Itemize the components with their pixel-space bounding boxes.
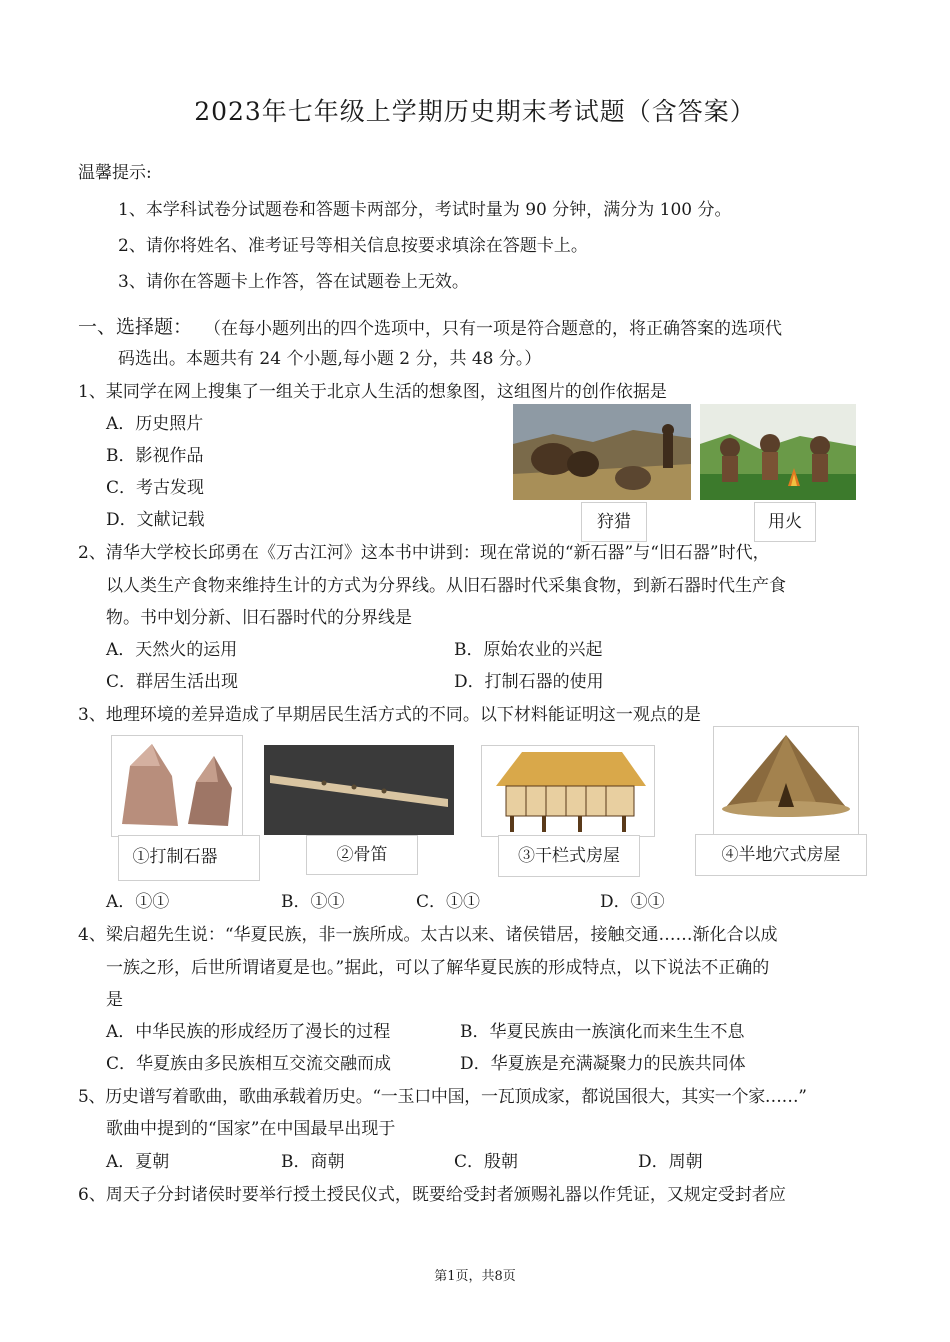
q5-option-c: C．殷朝 xyxy=(454,1152,519,1172)
fire-caption: 用火 xyxy=(768,512,802,532)
q2-option-a: A．天然火的运用 xyxy=(106,640,238,660)
q3-option-a: A．①① xyxy=(106,892,170,912)
question-3-stem: 3、地理环境的差异造成了早期居民生活方式的不同。以下材料能证明这一观点的是 xyxy=(78,705,701,725)
caption-box xyxy=(118,835,260,881)
page-title: 2023年七年级上学期历史期末考试题（含答案） xyxy=(194,97,756,126)
page-footer: 第1页，共8页 xyxy=(434,1269,516,1284)
section-instruction: 码选出。本题共有 24 个小题,每小题 2 分，共 48 分。） xyxy=(118,349,542,369)
q4-option-c: C．华夏族由多民族相互交流交融而成 xyxy=(106,1054,392,1074)
bone-flute-caption: ②骨笛 xyxy=(336,845,388,865)
q3-option-b: B．①① xyxy=(281,892,345,912)
pit-house-image xyxy=(713,726,859,836)
caption-box xyxy=(754,502,816,542)
caption-box xyxy=(498,835,640,877)
question-4-line: 4、梁启超先生说：“华夏民族，非一族所成。太古以来、诸侯错居，接触交通……渐化合以成 xyxy=(78,925,778,945)
question-5-line: 5、历史谱写着歌曲，歌曲承载着历史。“一玉口中国，一瓦顶成家，都说国很大，其实一个家……” xyxy=(78,1087,807,1107)
question-2-line: 以人类生产食物来维持生计的方式为分界线。从旧石器时代采集食物，到新石器时代生产食 xyxy=(106,576,786,596)
q4-option-d: D．华夏族是充满凝聚力的民族共同体 xyxy=(460,1054,746,1074)
caption-box xyxy=(581,502,647,542)
q2-option-c: C．群居生活出现 xyxy=(106,672,239,692)
q2-option-b: B．原始农业的兴起 xyxy=(454,640,603,660)
stone-tools-image xyxy=(111,735,243,837)
section-heading: 一、选择题： xyxy=(78,316,193,338)
hunting-illustration xyxy=(513,404,691,500)
bone-flute-image xyxy=(264,745,454,835)
q5-option-d: D．周朝 xyxy=(638,1152,703,1172)
stilt-house-image xyxy=(481,745,655,837)
q4-option-a: A．中华民族的形成经历了漫长的过程 xyxy=(106,1022,391,1042)
question-5-line: 歌曲中提到的“国家”在中国最早出现于 xyxy=(106,1119,396,1139)
stone-tools-caption: ①打制石器 xyxy=(132,847,218,867)
question-2-line: 物。书中划分新、旧石器时代的分界线是 xyxy=(106,608,412,628)
tip-item: 2、请你将姓名、准考证号等相关信息按要求填涂在答题卡上。 xyxy=(118,236,588,256)
question-2-line: 2、清华大学校长邱勇在《万古江河》这本书中讲到：现在常说的“新石器”与“旧石器”时代， xyxy=(78,543,770,563)
fire-illustration xyxy=(700,404,856,500)
q4-option-b: B．华夏民族由一族演化而来生生不息 xyxy=(460,1022,745,1042)
caption-box xyxy=(306,835,418,875)
pit-house-caption: ④半地穴式房屋 xyxy=(721,845,841,865)
q3-option-c: C．①① xyxy=(416,892,481,912)
section-instruction: （在每小题列出的四个选项中，只有一项是符合题意的，将正确答案的选项代 xyxy=(204,319,782,339)
stilt-house-caption: ③干栏式房屋 xyxy=(518,846,620,866)
question-4-line: 一族之形，后世所谓诸夏是也。”据此，可以了解华夏民族的形成特点，以下说法不正确的 xyxy=(106,958,770,978)
tip-item: 1、本学科试卷分试题卷和答题卡两部分，考试时量为 90 分钟，满分为 100 分。 xyxy=(118,200,732,220)
question-4-line: 是 xyxy=(106,990,123,1010)
caption-box xyxy=(695,834,867,876)
q1-option-b: B．影视作品 xyxy=(106,446,204,466)
question-6-stem: 6、周天子分封诸侯时要举行授土授民仪式，既要给受封者颁赐礼器以作凭证，又规定受封者应 xyxy=(78,1185,786,1205)
tip-item: 3、请你在答题卡上作答，答在试题卷上无效。 xyxy=(118,272,469,292)
question-1-stem: 1、某同学在网上搜集了一组关于北京人生活的想象图，这组图片的创作依据是 xyxy=(78,382,667,402)
q3-option-d: D．①① xyxy=(600,892,665,912)
q5-option-b: B．商朝 xyxy=(281,1152,345,1172)
tips-heading: 温馨提示: xyxy=(78,163,152,183)
q1-option-a: A．历史照片 xyxy=(106,414,204,434)
q2-option-d: D．打制石器的使用 xyxy=(454,672,604,692)
hunting-caption: 狩猎 xyxy=(597,512,631,532)
q1-option-d: D．文献记载 xyxy=(106,510,205,530)
q5-option-a: A．夏朝 xyxy=(106,1152,170,1172)
q1-option-c: C．考古发现 xyxy=(106,478,205,498)
